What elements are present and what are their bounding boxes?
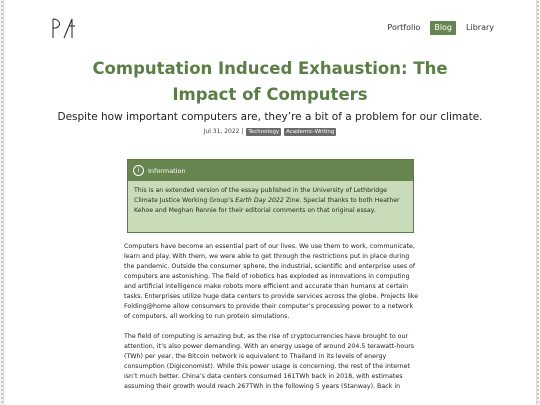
nav-library[interactable]: Library (466, 23, 494, 32)
main-nav (383, 21, 498, 35)
info-text-part: This is an extended version of the essay published in the University of Lethbridge Climate Justice Working Group’s (134, 187, 387, 204)
info-icon: i (133, 165, 144, 176)
nav-blog[interactable]: Blog (430, 21, 456, 35)
info-callout (127, 159, 414, 233)
post-date: Jul 31, 2022 (203, 128, 240, 135)
site-logo-icon[interactable] (50, 16, 78, 40)
info-callout-text (128, 181, 413, 221)
meta-separator: | (241, 128, 244, 135)
tag-technology[interactable]: Technology (248, 129, 280, 135)
nav-portfolio[interactable]: Portfolio (387, 23, 421, 32)
body-paragraph: The field of computing is amazing but, as the rise of cryptocurrencies have brought to our attention, it’s also power demanding. With an energy usage of around 204.5 terawatt-hours (TWh) per year, the Bitcoin network is equivalent to Thailand in its levels of energy consumption (Digiconomist). While this power usage is concerning, the rest of the internet isn’t much better. China’s data centers consumed 161TWh back in 2018, with estimates assuming their growth would reach 267TWh in the following 5 years (Stanway). Back in (124, 333, 415, 390)
page-border-right (536, 0, 540, 405)
post-title: Computation Induced Exhaustion: The Impact of Computers (92, 59, 448, 104)
post-meta (0, 128, 540, 136)
info-text-part: Zine. Special thanks to both Heather Kehoe and Meghan Rennie for their editorial comments on that original essay. (134, 197, 400, 214)
info-callout-label: Information (148, 166, 186, 175)
tag-academic-writing[interactable]: Academic-Writing (286, 129, 335, 135)
info-callout-header (128, 160, 413, 181)
body-paragraph: Computers have become an essential part of our lives. We use them to work, communicate, learn and play. With them, we were able to get through the restrictions put in place during the pandemic. Outside the consumer sphere, the industrial, scientific and enterprise uses of computers are astonishing. The field of robotics has exploded as innovations in computing and artificial intelligence make robots more efficient and accurate than humans at certain tasks. Enterprises utilize huge data centers to provide services across the globe. Projects like Folding@home allow consumers to provide their computer’s processing power to a network of computers, all working to run protein simulations. (124, 243, 419, 320)
info-text-emphasis: Earth Day 2022 (235, 197, 284, 204)
post-subtitle: Despite how important computers are, they’re a bit of a problem for our climate. (57, 111, 483, 123)
post-body (124, 242, 420, 402)
